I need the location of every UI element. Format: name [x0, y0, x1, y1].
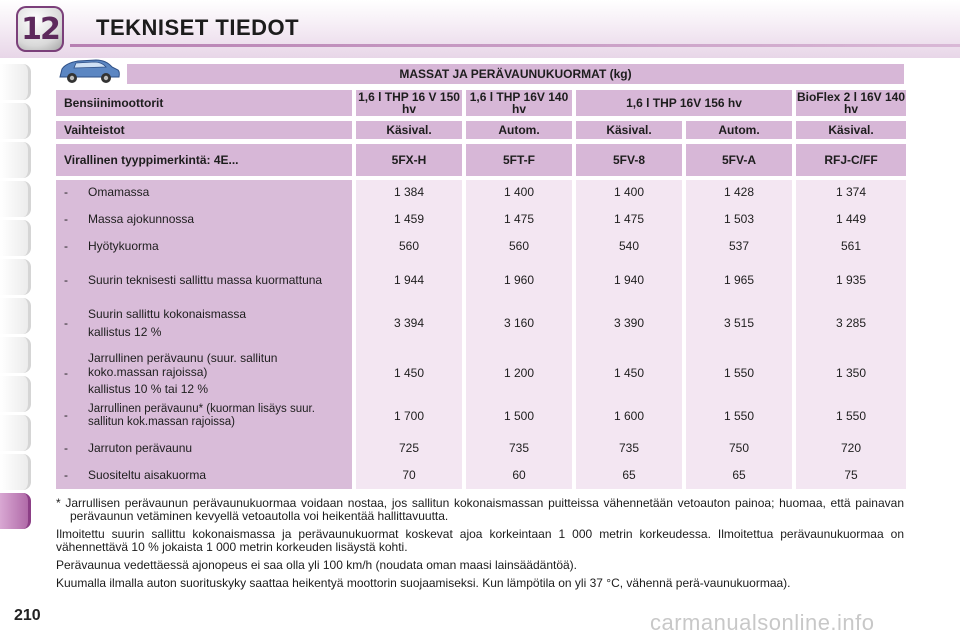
row-label-text: Suurin teknisesti sallittu massa kuormattuna: [88, 273, 323, 287]
note-paragraph: Ilmoitettu suurin sallittu kokonaismassa ja perävaunukuormat koskevat ajoa korkeintaan 1 000 metrin korkeudessa. Ilmoitettua perävaunukuormaa on vähennettävä 10 % jokaista 1 000 metrin korkeuden lisäystä kohti.: [56, 527, 904, 554]
row-label-text: Jarrullinen perävaunu* (kuorman lisäys suur. sallitun kok.massan rajoissa): [88, 403, 315, 428]
note-footnote: * Jarrullisen perävaunun perävaunukuormaa voidaan nostaa, jos sallitun kokonaismassan puitteissa vähennetään vetoauton painoa; huomaa, että painavan perävaunun vetäminen kevyellä vetoautolla voi heikentää hallittavuutta.: [56, 496, 904, 523]
chapter-badge-icon[interactable]: [16, 6, 64, 52]
engine-name: 1,6 l THP 16V 140 hv: [466, 90, 572, 116]
row-value: 1 475: [613, 212, 645, 226]
note-paragraph: Kuumalla ilmalla auton suorituskyky saattaa heikentyä moottorin suojaamiseksi. Kun lämpötila on yli 37 °C, vähennä perä-vaunukuormaa).: [56, 576, 791, 590]
notes-section: [56, 497, 904, 595]
table-row: [56, 348, 906, 398]
row-value: 1 550: [723, 366, 755, 380]
row-value: 1 600: [613, 409, 645, 423]
row-label-text: Suositeltu aisakuorma: [88, 468, 207, 482]
row-label: [56, 436, 352, 460]
gearbox-value: Käsival.: [576, 121, 682, 139]
row-value: 1 450: [393, 366, 425, 380]
page-number: 210: [14, 607, 41, 624]
table-row: [56, 400, 906, 432]
row-value: 1 200: [503, 366, 535, 380]
type-code: 5FX-H: [356, 144, 462, 176]
type-row: [56, 144, 906, 176]
table-caption: MASSAT JA PERÄVAUNUKUORMAT (kg): [127, 64, 904, 84]
row-dash: -: [64, 441, 68, 455]
row-value: 65: [622, 468, 636, 482]
table-row: [56, 262, 906, 298]
type-code: 5FV-A: [686, 144, 792, 176]
row-value: 560: [398, 239, 420, 253]
table-row: [56, 234, 906, 258]
row-value: 750: [728, 441, 750, 455]
row-label-text: Jarrullinen perävaunu (suur. sallitun koko.massan rajoissa): [88, 350, 278, 379]
row-value: 1 459: [393, 212, 425, 226]
row-value: 720: [840, 441, 862, 455]
row-label: [56, 262, 352, 298]
row-label-text: Massa ajokunnossa: [88, 212, 195, 226]
row-value: 1 374: [835, 185, 867, 199]
row-value: 60: [512, 468, 526, 482]
row-value: 561: [840, 239, 862, 253]
row-label: [56, 207, 352, 231]
row-dash: -: [64, 366, 68, 380]
chapter-tab[interactable]: [0, 259, 31, 295]
gearbox-value: Käsival.: [356, 121, 462, 139]
row-value: 540: [618, 239, 640, 253]
chapter-tab-active[interactable]: [0, 493, 31, 529]
row-value: 1 503: [723, 212, 755, 226]
table-row: [56, 436, 906, 460]
chapter-tab[interactable]: [0, 103, 31, 139]
row-value: 70: [402, 468, 416, 482]
row-value: 1 965: [723, 273, 755, 287]
chapter-tab[interactable]: [0, 298, 31, 334]
table-row: [56, 207, 906, 231]
row-label-text: Jarruton perävaunu: [88, 441, 193, 455]
row-value: 725: [398, 441, 420, 455]
type-code: RFJ-C/FF: [796, 144, 906, 176]
row-value: 65: [732, 468, 746, 482]
chapter-tab[interactable]: [0, 142, 31, 178]
chapter-number: 12: [21, 11, 59, 47]
chapter-tab[interactable]: [0, 415, 31, 451]
row-label: [56, 348, 352, 398]
type-code: 5FT-F: [466, 144, 572, 176]
row-dash: -: [64, 239, 68, 253]
type-code: 5FV-8: [576, 144, 682, 176]
note-paragraph: Perävaunua vedettäessä ajonopeus ei saa olla yli 100 km/h (noudata oman maasi lainsäädäntöä).: [56, 558, 578, 572]
row-value: 3 160: [503, 316, 535, 330]
row-dash: -: [64, 316, 68, 330]
row-label-sub: kallistus 10 % tai 12 %: [88, 381, 209, 396]
row-value: 1 400: [613, 185, 645, 199]
chapter-tab[interactable]: [0, 64, 31, 100]
row-value: 560: [508, 239, 530, 253]
engine-name: BioFlex 2 l 16V 140 hv: [796, 90, 906, 116]
row-value: 537: [728, 239, 750, 253]
row-value: 3 390: [613, 316, 645, 330]
page-title: TEKNISET TIEDOT: [96, 15, 300, 40]
row-value: 1 350: [835, 366, 867, 380]
row-value: 3 515: [723, 316, 755, 330]
table-row: [56, 180, 906, 204]
row-value: 1 935: [835, 273, 867, 287]
row-label: [56, 302, 352, 344]
table-row: [56, 463, 906, 487]
row-value: 1 475: [503, 212, 535, 226]
chapter-tab[interactable]: [0, 220, 31, 256]
type-label: Virallinen tyyppimerkintä: 4E...: [56, 144, 352, 176]
gearbox-value: Autom.: [686, 121, 792, 139]
row-dash: -: [64, 212, 68, 226]
row-value: 1 450: [613, 366, 645, 380]
row-label: [56, 400, 352, 432]
row-value: 1 449: [835, 212, 867, 226]
table-row: [56, 302, 906, 344]
row-value: 735: [508, 441, 530, 455]
row-value: 1 940: [613, 273, 645, 287]
row-dash: -: [64, 468, 68, 482]
row-value: 1 960: [503, 273, 535, 287]
gearbox-row: [56, 121, 906, 139]
row-value: 1 550: [723, 409, 755, 423]
row-value: 1 550: [835, 409, 867, 423]
chapter-tab[interactable]: [0, 337, 31, 373]
chapter-tab[interactable]: [0, 454, 31, 490]
gearbox-value: Käsival.: [796, 121, 906, 139]
row-label: [56, 234, 352, 258]
engine-name: 1,6 l THP 16 V 150 hv: [356, 90, 462, 116]
row-value: 75: [844, 468, 858, 482]
row-value: 1 400: [503, 185, 535, 199]
watermark[interactable]: carmanualsonline.info: [650, 610, 875, 635]
row-dash: -: [64, 273, 68, 287]
chapter-tab[interactable]: [0, 376, 31, 412]
chapter-tab[interactable]: [0, 181, 31, 217]
row-label-text: Suurin sallittu kokonaismassa: [88, 307, 247, 321]
gearbox-value: Autom.: [466, 121, 572, 139]
row-value: 735: [618, 441, 640, 455]
row-value: 1 944: [393, 273, 425, 287]
row-label-text: Hyötykuorma: [88, 239, 159, 253]
header-divider: [70, 44, 960, 47]
row-value: 1 500: [503, 409, 535, 423]
row-value: 1 384: [393, 185, 425, 199]
row-label-text: Omamassa: [88, 185, 150, 199]
gearbox-label: Vaihteistot: [56, 121, 352, 139]
row-dash: -: [64, 410, 68, 422]
row-dash: -: [64, 185, 68, 199]
row-label-sub: kallistus 12 %: [88, 325, 162, 339]
row-value: 1 700: [393, 409, 425, 423]
engine-name: 1,6 l THP 16V 156 hv: [576, 90, 792, 116]
row-label: [56, 463, 352, 487]
engine-row: [56, 90, 906, 116]
engine-label: Bensiinimoottorit: [56, 90, 352, 116]
row-value: 3 394: [393, 316, 425, 330]
row-label: [56, 180, 352, 204]
chapter-tabs: [0, 64, 34, 532]
row-value: 3 285: [835, 316, 867, 330]
row-value: 1 428: [723, 185, 755, 199]
car-side-icon: [56, 55, 122, 87]
